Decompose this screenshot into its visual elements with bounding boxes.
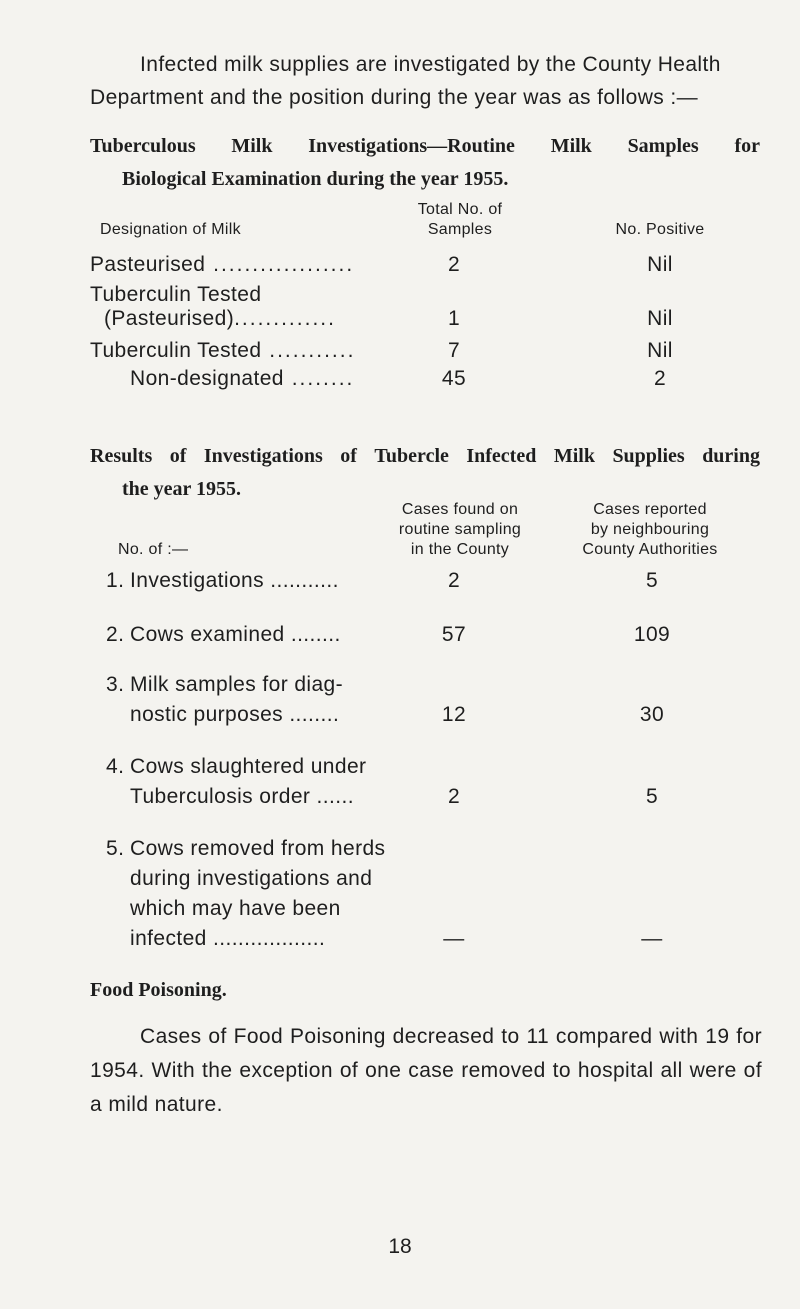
title-word: Investigations—Routine	[308, 135, 515, 157]
section2-title-line2: the year 1955.	[122, 478, 242, 500]
table-row-positive: Nil	[647, 307, 673, 330]
intro-paragraph: Infected milk supplies are investigated by the County Health Department and the position during the year was as follows :—	[90, 53, 721, 109]
table-row-total: 2	[447, 253, 461, 276]
table-row-total: 1	[447, 307, 461, 330]
item-text: Milk samples for diag-	[130, 673, 344, 696]
col-reported-line3: County Authorities	[582, 541, 718, 558]
table-row-total: 7	[447, 339, 461, 362]
item-text: Cows examined ........	[130, 623, 341, 646]
title-word: Milk	[231, 135, 273, 157]
table-row-label: Non-designated ........	[130, 367, 355, 390]
table-row-positive: Nil	[647, 339, 673, 362]
section1-title-line1	[90, 130, 760, 163]
col-no: No. of :—	[118, 541, 189, 558]
item-found: 12	[441, 703, 467, 726]
title-word: Tubercle	[374, 445, 449, 467]
col-found-line2: routine sampling	[398, 521, 522, 538]
item-reported: —	[641, 927, 663, 950]
title-word: Milk	[553, 445, 595, 467]
item-text: during investigations and	[130, 867, 373, 890]
item-number: 2.	[106, 623, 125, 646]
title-word: of	[169, 445, 187, 467]
title-word: Tuberculous	[90, 135, 196, 157]
item-reported: 5	[645, 569, 659, 592]
item-number: 3.	[106, 673, 125, 696]
col-positive: No. Positive	[615, 221, 705, 238]
table-row-label: Tuberculin Tested	[90, 283, 262, 306]
col-found	[370, 500, 550, 560]
col-found-line3: in the County	[410, 541, 510, 558]
item-number: 4.	[106, 755, 125, 778]
table-row-positive: Nil	[647, 253, 673, 276]
col-reported-line1: Cases reported	[593, 501, 707, 518]
title-word: during	[702, 445, 760, 467]
food-poisoning-paragraph: Cases of Food Poisoning decreased to 11 compared with 19 for 1954. With the exception of one case removed to hospital all were of a mild nature.	[90, 1025, 762, 1116]
col-total-line1: Total No. of	[417, 201, 503, 218]
item-text: nostic purposes ........	[130, 703, 340, 726]
table-row-total: 45	[441, 367, 467, 390]
table-row-label: Tuberculin Tested ...........	[90, 339, 356, 362]
item-found: 2	[447, 569, 461, 592]
item-reported: 5	[645, 785, 659, 808]
item-reported: 30	[639, 703, 665, 726]
item-text: Tuberculosis order ......	[130, 785, 354, 808]
section3-title: Food Poisoning.	[90, 979, 227, 1001]
title-word: Results	[90, 445, 153, 467]
item-number: 5.	[106, 837, 125, 860]
page-number: 18	[388, 1235, 412, 1258]
item-text: Investigations ...........	[130, 569, 339, 592]
title-word: Samples	[627, 135, 699, 157]
section1-title-line2: Biological Examination during the year 1955.	[122, 168, 509, 190]
section2-title-line1	[90, 440, 760, 473]
item-found: —	[443, 927, 465, 950]
table-row-label: (Pasteurised).............	[104, 307, 336, 330]
item-text: Cows slaughtered under	[130, 755, 367, 778]
item-number: 1.	[106, 569, 125, 592]
item-text: Cows removed from herds	[130, 837, 386, 860]
title-word: of	[340, 445, 357, 467]
col-total-line2: Samples	[427, 221, 493, 238]
table-row-label: Pasteurised ..................	[90, 253, 355, 276]
item-text: infected ..................	[130, 927, 326, 950]
item-text: which may have been	[130, 897, 341, 920]
title-word: for	[734, 135, 760, 157]
col-found-line1: Cases found on	[401, 501, 519, 518]
title-word: Supplies	[612, 445, 685, 467]
col-reported-line2: by neighbouring	[590, 521, 710, 538]
item-found: 57	[441, 623, 467, 646]
item-reported: 109	[633, 623, 671, 646]
title-word: Investigations	[203, 445, 323, 467]
col-designation: Designation of Milk	[100, 221, 241, 238]
item-found: 2	[447, 785, 461, 808]
title-word: Infected	[466, 445, 537, 467]
table-row-positive: 2	[653, 367, 667, 390]
col-total	[380, 200, 540, 240]
title-word: Milk	[550, 135, 592, 157]
col-reported	[550, 500, 750, 560]
